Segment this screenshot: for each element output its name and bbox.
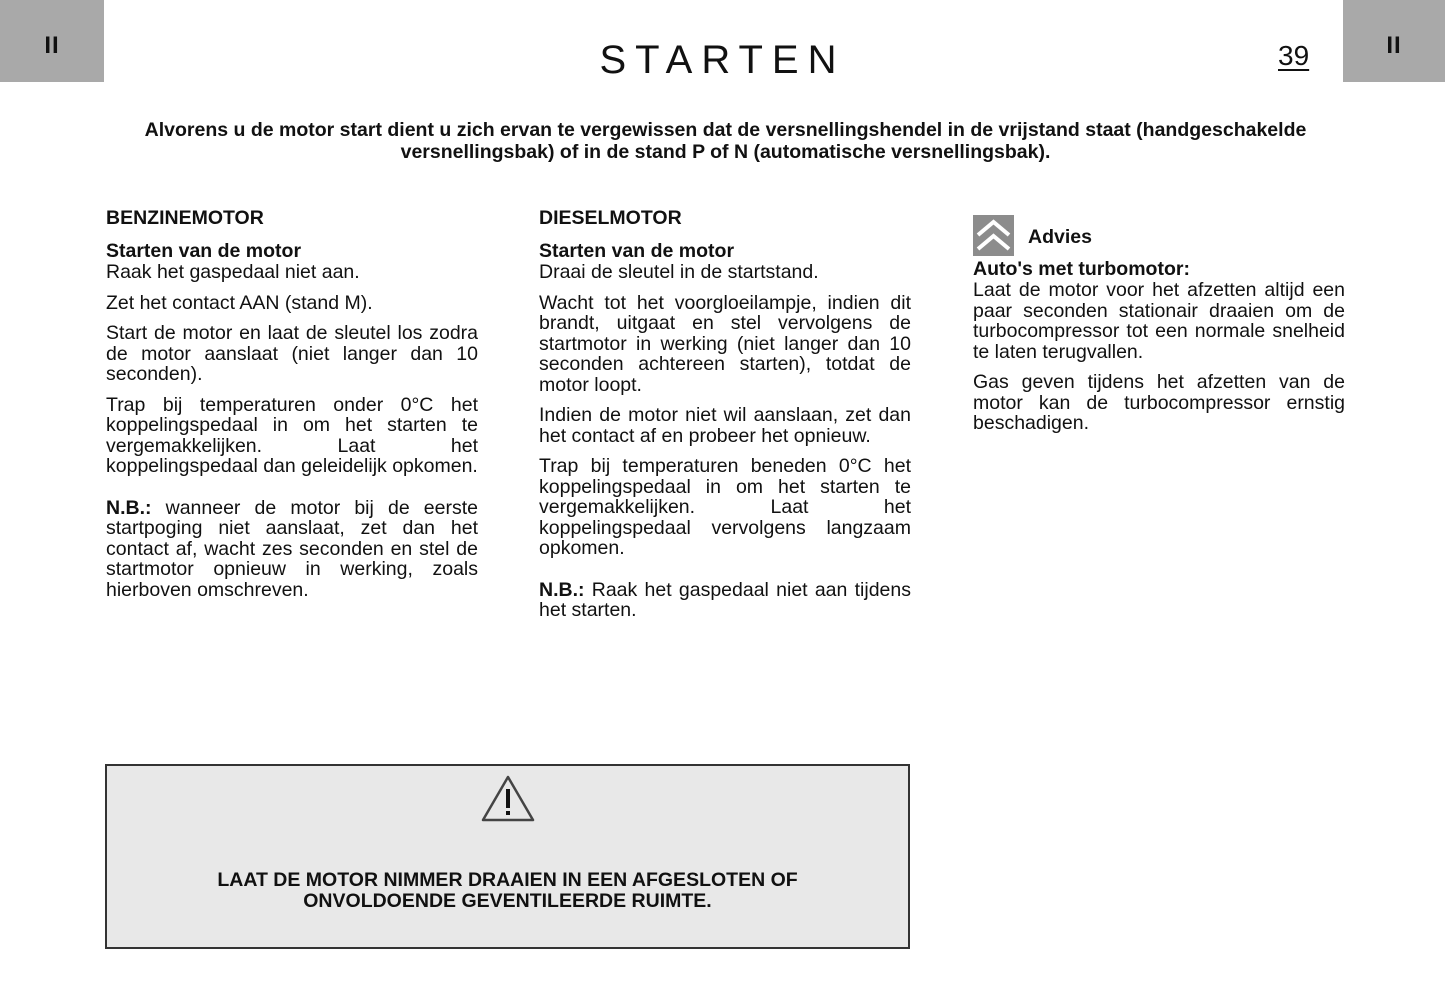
intro-notice: Alvorens u de motor start dient u zich ervan te vergewissen dat de versnellingshendel in de vrijstand staat (handgeschakelde versnellingsbak) of in de stand P of N (automatische versnellingsbak). xyxy=(144,119,1307,163)
diesel-paragraph: Indien de motor niet wil aanslaan, zet dan het contact af en probeer het opnieuw. xyxy=(539,404,911,447)
advies-column xyxy=(973,206,1345,444)
page-number: 39 xyxy=(1278,40,1310,71)
benzine-note xyxy=(106,498,478,601)
advies-header xyxy=(973,214,1345,256)
warning-line: ONVOLDOENDE GEVENTILEERDE RUIMTE. xyxy=(303,890,712,912)
advies-paragraph: Gas geven tijdens het afzetten van de motor kan de turbocompressor ernstig beschadigen. xyxy=(973,371,1345,434)
benzine-paragraph: Trap bij temperaturen onder 0°C het koppelingspedaal in om het starten te vergemakkelijken. Laat het koppelingspedaal dan geleidelijk opkomen. xyxy=(106,393,478,477)
benzine-paragraph: Zet het contact AAN (stand M). xyxy=(106,291,373,314)
benzine-note-label: N.B.: xyxy=(106,496,152,519)
warning-text xyxy=(107,870,908,912)
advies-subheading: Auto's met turbomotor: xyxy=(973,258,1190,280)
benzine-paragraph: Raak het gaspedaal niet aan. xyxy=(106,261,360,283)
advies-label: Advies xyxy=(1028,225,1092,248)
warning-triangle-icon xyxy=(480,774,536,824)
page-title: STARTEN xyxy=(599,38,846,82)
chapter-marker-right: II xyxy=(1386,32,1402,59)
diesel-note xyxy=(539,580,911,621)
diesel-heading: DIESELMOTOR xyxy=(539,207,682,229)
diesel-note-text: Raak het gaspedaal niet aan tijdens het starten. xyxy=(539,578,911,621)
diesel-paragraph: Draai de sleutel in de startstand. xyxy=(539,261,819,283)
diesel-paragraph: Trap bij temperaturen beneden 0°C het koppelingspedaal in om het starten te vergemakkelijken. Laat het koppelingspedaal vervolgens langzaam opkomen. xyxy=(539,455,911,559)
brand-chevron-icon xyxy=(973,215,1014,256)
benzine-column xyxy=(106,206,478,610)
diesel-note-label: N.B.: xyxy=(539,578,585,601)
diesel-paragraph: Wacht tot het voorgloeilampje, indien dit brandt, uitgaat en stel vervolgens de startmotor in werking (niet langer dan 10 seconden achtereen starten), totdat de motor loopt. xyxy=(539,291,911,396)
warning-line: LAAT DE MOTOR NIMMER DRAAIEN IN EEN AFGESLOTEN OF xyxy=(217,869,798,891)
chapter-marker-left: II xyxy=(44,32,60,59)
advies-paragraph: Laat de motor voor het afzetten altijd een paar seconden stationair draaien om de turbocompressor tot een normale snelheid te laten terugvallen. xyxy=(973,279,1345,363)
benzine-note-text: wanneer de motor bij de eerste startpoging niet aanslaat, zet dan het contact af, wacht zes seconden en stel de startmotor opnieuw in werking, zoals hierboven omschreven. xyxy=(106,496,478,601)
diesel-subheading: Starten van de motor xyxy=(539,240,735,262)
benzine-heading: BENZINEMOTOR xyxy=(106,207,264,229)
warning-box xyxy=(105,764,910,949)
benzine-subheading: Starten van de motor xyxy=(106,240,302,262)
diesel-column xyxy=(539,206,911,631)
benzine-paragraph: Start de motor en laat de sleutel los zodra de motor aanslaat (niet langer dan 10 seconden). xyxy=(106,322,478,385)
